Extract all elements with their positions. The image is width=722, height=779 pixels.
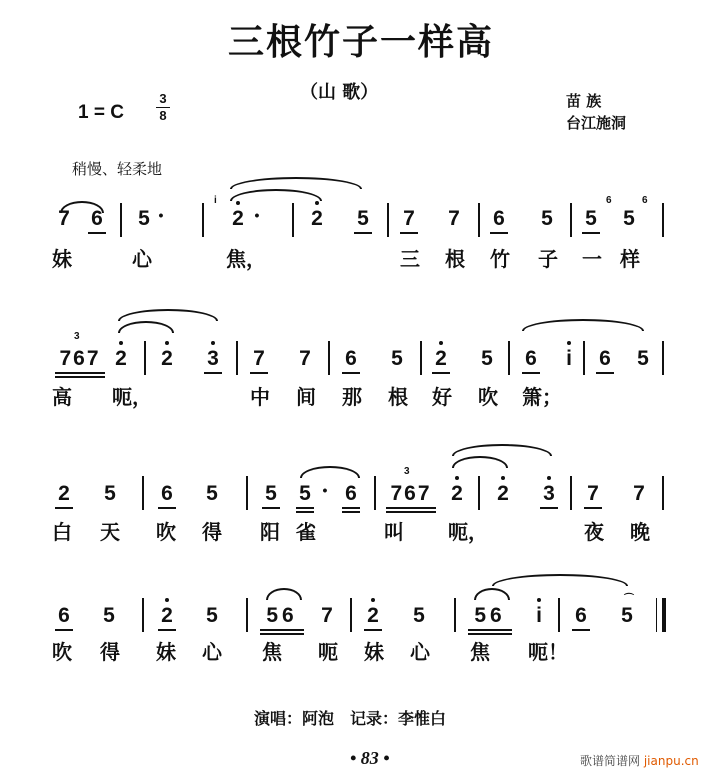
note: 7 (299, 347, 311, 370)
note: 5 (104, 482, 116, 505)
grace-note: 6 (642, 195, 648, 206)
lyric: 吹 (52, 640, 72, 664)
lyric: 心 (132, 247, 152, 271)
barline (202, 203, 204, 237)
lyric: 那 (342, 385, 362, 409)
credits: 演唱：阿泡 记录：李惟白 (254, 709, 447, 728)
lyric: 竹 (490, 247, 510, 271)
lyric: 天 (100, 520, 120, 544)
lyric: 得 (100, 640, 120, 664)
barline (144, 341, 146, 375)
note: 5 (623, 207, 635, 230)
barline (236, 341, 238, 375)
lyric: 夜 (584, 520, 604, 544)
tempo-marking: 稍慢、轻柔地 (72, 160, 163, 178)
note: 5 (541, 207, 553, 230)
lyric: 妹 (52, 247, 72, 271)
time-signature (156, 92, 170, 123)
note-group (468, 604, 512, 628)
note: 6 (572, 604, 590, 628)
note: 7 (390, 482, 405, 505)
augmentation-dot: • (322, 482, 328, 498)
slur (266, 588, 302, 600)
barline (662, 341, 664, 375)
note-digit: i (566, 347, 572, 370)
lyric: 阳 (260, 520, 280, 544)
note: 7 (321, 604, 333, 627)
note-digit: 2 (497, 482, 509, 505)
barline (478, 476, 480, 510)
lyric: 一 (582, 247, 602, 271)
barline (583, 341, 585, 375)
barline (142, 598, 144, 632)
note (112, 347, 130, 371)
lyric: 吹 (156, 520, 176, 544)
lyric: 三 (400, 247, 420, 271)
barline (454, 598, 456, 632)
barline (662, 203, 664, 237)
note-digit: 2 (115, 347, 127, 370)
note: 7 (250, 347, 268, 371)
note: 6 (342, 482, 360, 506)
note: 6 (596, 347, 614, 371)
note: 5 (296, 482, 314, 506)
note: 7 (417, 482, 432, 505)
grace-note: i (214, 195, 217, 206)
lyric: 得 (202, 520, 222, 544)
note (158, 347, 176, 371)
lyric: 箫； (522, 385, 562, 409)
slur (452, 456, 508, 468)
lyric: 焦， (226, 247, 266, 271)
lyric: 焦 (470, 640, 490, 664)
lyric: 中 (250, 385, 270, 409)
note-digit: 2 (367, 604, 379, 627)
lyric: 白 (52, 520, 72, 544)
note: 7 (59, 347, 74, 370)
note: 6 (55, 604, 73, 628)
note: 7 (584, 482, 602, 506)
note: 6 (490, 604, 506, 627)
note: 5 (621, 604, 633, 627)
barline (558, 598, 560, 632)
note: 6 (342, 347, 360, 371)
note (432, 347, 450, 371)
staff-row-4 (0, 560, 722, 670)
note: 6 (404, 482, 418, 505)
triplet-notes (386, 482, 436, 506)
note (494, 482, 512, 506)
lyric: 妹 (156, 640, 176, 664)
lyric: 子 (538, 247, 558, 271)
barline (662, 476, 664, 510)
note: 6 (158, 482, 176, 506)
note (540, 482, 558, 506)
note: 5 (637, 347, 649, 370)
note-group (260, 604, 304, 628)
note: 5 (582, 207, 600, 231)
barline (142, 476, 144, 510)
note-digit: 2 (451, 482, 463, 505)
lyric: 呃！ (528, 640, 568, 664)
barline (246, 598, 248, 632)
note: 5 (413, 604, 425, 627)
note: 5 (262, 482, 280, 506)
genre-subtitle: （山 歌） (300, 82, 379, 103)
grace-note: 6 (606, 195, 612, 206)
staff-row-2 (0, 295, 722, 409)
lyric: 妹 (364, 640, 384, 664)
lyric: 吹 (478, 385, 498, 409)
time-sig-top: 3 (159, 91, 167, 106)
lyric: 心 (410, 640, 430, 664)
lyric: 叫 (384, 520, 404, 544)
lyric: 好 (432, 385, 452, 409)
note: 5 (474, 604, 490, 627)
time-sig-bottom: 8 (159, 108, 167, 123)
lyric: 根 (388, 385, 408, 409)
barline (246, 476, 248, 510)
barline (570, 203, 572, 237)
watermark-text: 歌谱简谱网 (580, 754, 641, 768)
barline (508, 341, 510, 375)
slur (118, 321, 174, 333)
note-digit: 3 (543, 482, 555, 505)
slur (230, 189, 322, 201)
lyric: 呃 (318, 640, 338, 664)
note: 6 (490, 207, 508, 231)
final-barline-thick (662, 598, 666, 632)
slur (474, 588, 510, 600)
slur (522, 319, 644, 331)
note: 6 (88, 207, 106, 231)
barline (478, 203, 480, 237)
slur (300, 466, 360, 478)
lyric: 高 (52, 385, 72, 409)
lyric: 呃， (112, 385, 152, 409)
note-digit: 2 (161, 347, 173, 370)
note: 5 (206, 482, 218, 505)
slur (492, 574, 628, 586)
staff-row-3 (0, 430, 722, 544)
note: 5 (391, 347, 403, 370)
note: 5 (103, 604, 115, 627)
lyric: 根 (445, 247, 465, 271)
augmentation-dot: • (254, 207, 260, 223)
region: 台江施洞 (566, 114, 627, 132)
triplet-notes (55, 347, 105, 371)
triplet-mark: 3 (74, 331, 80, 342)
origin-info (566, 90, 626, 134)
ethnicity: 苗 族 (566, 92, 602, 110)
note: 5 (206, 604, 218, 627)
barline (570, 476, 572, 510)
staff-row-1 (0, 165, 722, 275)
barline (120, 203, 122, 237)
note: 6 (73, 347, 87, 370)
note (530, 604, 548, 628)
barline (328, 341, 330, 375)
note (560, 347, 578, 371)
note (364, 604, 382, 628)
note-digit: 2 (311, 207, 323, 230)
fermata: ⌒ (624, 594, 634, 605)
barline (350, 598, 352, 632)
triplet-mark: 3 (404, 466, 410, 477)
lyric: 晚 (630, 520, 650, 544)
note: 7 (633, 482, 645, 505)
note (229, 207, 247, 231)
lyric: 雀 (296, 520, 316, 544)
slur (118, 309, 218, 321)
note (158, 604, 176, 628)
page-number: • 83 • (350, 748, 390, 768)
barline (374, 476, 376, 510)
note-digit: 2 (232, 207, 244, 230)
slur (230, 177, 362, 189)
barline (387, 203, 389, 237)
note-digit: 2 (435, 347, 447, 370)
note (448, 482, 466, 506)
barline (420, 341, 422, 375)
augmentation-dot: • (158, 207, 164, 223)
lyric: 心 (202, 640, 222, 664)
lyric: 焦 (262, 640, 282, 664)
note (204, 347, 222, 371)
barline (292, 203, 294, 237)
key-signature: 1 = C (78, 102, 124, 123)
note-digit: 3 (207, 347, 219, 370)
note: 6 (522, 347, 540, 371)
note: 5 (266, 604, 282, 627)
note (308, 207, 326, 231)
note-digit: 2 (161, 604, 173, 627)
watermark-url: jianpu.cn (643, 754, 699, 768)
note: 7 (400, 207, 418, 231)
slur (452, 444, 552, 456)
note: 6 (282, 604, 298, 627)
lyric: 样 (620, 247, 640, 271)
note: 7 (448, 207, 460, 230)
lyric: 呃， (448, 520, 488, 544)
note: 5 (138, 207, 150, 230)
final-barline-thin (656, 598, 657, 632)
song-title: 三根竹子一样高 (227, 22, 494, 63)
note: 7 (58, 207, 70, 230)
note-digit: i (536, 604, 542, 627)
note: 5 (481, 347, 493, 370)
lyric: 间 (296, 385, 316, 409)
watermark (580, 752, 699, 769)
note: 5 (354, 207, 372, 231)
note: 7 (86, 347, 101, 370)
note: 2 (55, 482, 73, 506)
